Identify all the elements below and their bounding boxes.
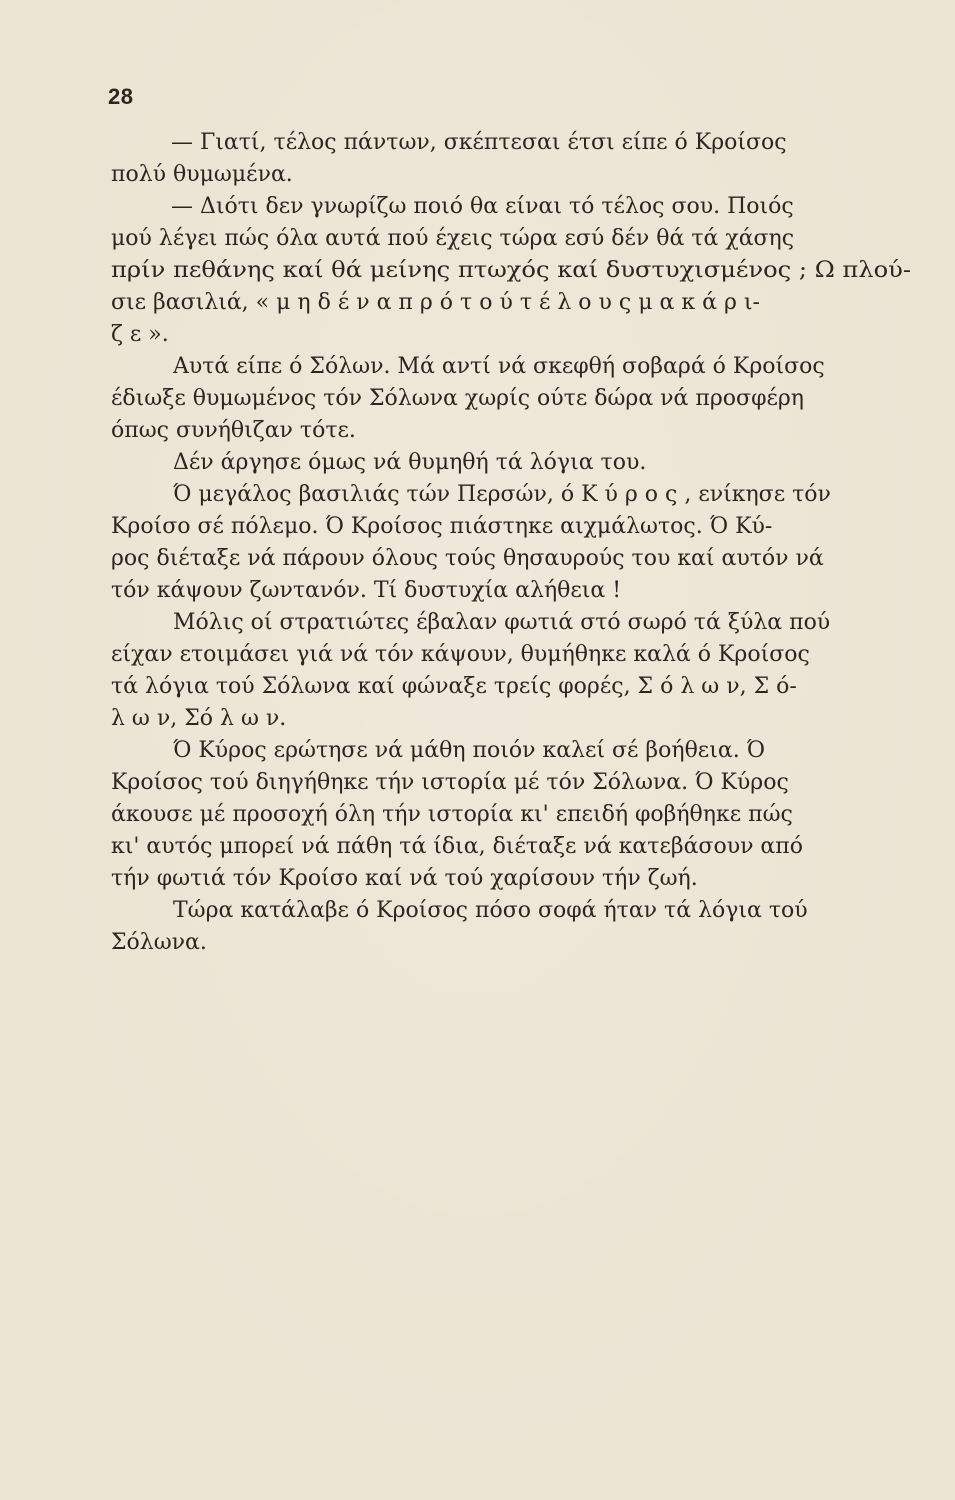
text-line: Αυτά είπε ό Σόλων. Μά αντί νά σκεφθή σοβαρά ό Κροίσος (173, 354, 825, 379)
text-line: έδιωξε θυμωμένος τόν Σόλωνα χωρίς ούτε δώρα νά προσφέρη (111, 386, 804, 411)
text-line: ρος διέταξε νά πάρουν όλους τούς θησαυρούς του καί αυτόν νά (111, 546, 824, 571)
text-line: Μόλις οί στρατιώτες έβαλαν φωτιά στό σωρό τά ξύλα πού (173, 610, 831, 635)
text-line: κι' αυτός μπορεί νά πάθη τά ίδια, διέταξε νά κατεβάσουν από (111, 834, 803, 859)
text-line: Σόλωνα. (111, 930, 207, 955)
text-line: Τώρα κατάλαβε ό Κροίσος πόσο σοφά ήταν τά λόγια τού (173, 898, 808, 923)
text-line: — Διότι δεν γνωρίζω ποιό θα είναι τό τέλος σου. Ποιός (171, 194, 794, 219)
text-line: Ό μεγάλος βασιλιάς τών Περσών, ό Κ ύ ρ ο ς , ενίκησε τόν (173, 482, 831, 507)
text-line: πολύ θυμωμένα. (111, 162, 293, 187)
text-line: Κροίσο σέ πόλεμο. Ό Κροίσος πιάστηκε αιχμάλωτος. Ό Κύ- (111, 514, 773, 539)
text-line: τήν φωτιά τόν Κροίσο καί νά τού χαρίσουν τήν ζωή. (111, 866, 698, 891)
text-line: σιε βασιλιά, « μ η δ έ ν α π ρ ό τ ο ύ τ έ λ ο υ ς μ α κ ά ρ ι- (111, 290, 760, 315)
text-line: Κροίσος τού διηγήθηκε τήν ιστορία μέ τόν Σόλωνα. Ό Κύρος (111, 770, 789, 795)
text-line: Δέν άργησε όμως νά θυμηθή τά λόγια του. (173, 450, 647, 475)
text-line: πρίν πεθάνης καί θά μείνης πτωχός καί δυστυχισμένος ; Ω πλού- (111, 258, 912, 283)
text-line: τά λόγια τού Σόλωνα καί φώναξε τρείς φορές, Σ ό λ ω ν, Σ ό- (111, 674, 797, 699)
text-line: άκουσε μέ προσοχή όλη τήν ιστορία κι' επειδή φοβήθηκε πώς (111, 802, 793, 827)
text-line: τόν κάψουν ζωντανόν. Τί δυστυχία αλήθεια ! (111, 578, 622, 603)
text-line: είχαν ετοιμάσει γιά νά τόν κάψουν, θυμήθηκε καλά ό Κροίσος (111, 642, 810, 667)
text-line: — Γιατί, τέλος πάντων, σκέπτεσαι έτσι είπε ό Κροίσος (171, 130, 787, 155)
text-line: μού λέγει πώς όλα αυτά πού έχεις τώρα εσύ δέν θά τά χάσης (111, 226, 795, 251)
text-line: Ό Κύρος ερώτησε νά μάθη ποιόν καλεί σέ βοήθεια. Ό (173, 738, 766, 763)
page-number: 28 (108, 84, 134, 109)
text-line: λ ω ν, Σό λ ω ν. (111, 706, 287, 731)
text-line: όπως συνήθιζαν τότε. (111, 418, 356, 443)
text-line: ζ ε ». (111, 322, 169, 347)
